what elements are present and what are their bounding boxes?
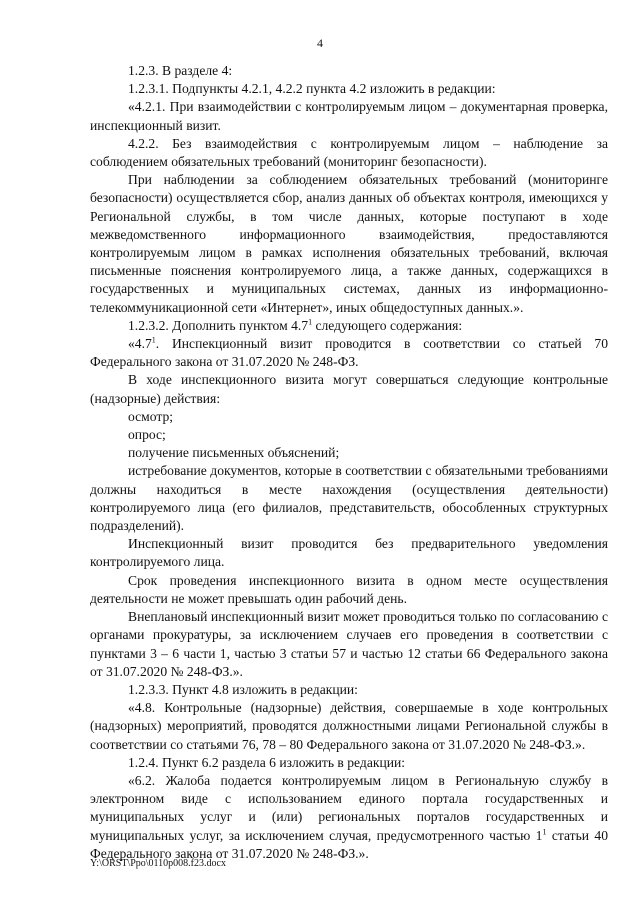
paragraph-text: «6.2. Жалоба подается контролируемым лицом в Региональную службу в электронном виде с использованием единого портала государственных и муниципальных услуг и (или) региональных порталов государственных и муниципальных услуг, за исключением случая, предусмотренного частью 1 <box>90 772 608 843</box>
paragraph: Срок проведения инспекционного визита в одном месте осуществления деятельности не может превышать один рабочий день. <box>90 572 608 606</box>
paragraph-text: следующего содержания: <box>312 317 463 333</box>
document-body <box>90 62 608 863</box>
paragraph: 1.2.4. Пункт 6.2 раздела 6 изложить в редакции: <box>128 754 406 770</box>
paragraph-text: «4.7 <box>128 336 152 352</box>
paragraph-text: 1.2.3.2. Дополнить пунктом 4.7 <box>128 317 309 333</box>
paragraph: 1.2.3.3. Пункт 4.8 изложить в редакции: <box>128 681 358 697</box>
paragraph-text: статьи 40 Федерального закона от 31.07.2020 № 248-ФЗ.». <box>90 827 608 861</box>
list-item: осмотр; <box>128 408 174 424</box>
paragraph: «4.8. Контрольные (надзорные) действия, совершаемые в ходе контрольных (надзорных) мероприятий, проводятся должностными лицами Региональной службы в соответствии со статьями 76, 78 – 80 Федерального закона от 31.07.2020 № 248-ФЗ.». <box>90 700 608 752</box>
paragraph: 1.2.3.1. Подпункты 4.2.1, 4.2.2 пункта 4.2 изложить в редакции: <box>128 81 496 97</box>
list-item: истребование документов, которые в соответствии с обязательными требованиями должны находиться в месте нахождения (осуществления деятельности) контролируемого лица (его филиалов, представительств, обособленных структурных подразделений). <box>90 463 608 534</box>
file-path-footer: Y:\ORST\Ppo\0110p008.f23.docx <box>90 858 226 869</box>
paragraph: При наблюдении за соблюдением обязательных требований (мониторинге безопасности) осуществляется сбор, анализ данных об объектах контроля, имеющихся у Региональной службы, в том числе данных, которые поступают в ходе межведомственного информационного взаимодействия, предоставляются контролируемым лицом в рамках исполнения обязательных требований, включая письменные пояснения контролируемого лица, а также данных, содержащихся в государственных и муниципальных системах, данных из информационно-телекоммуникационной сети «Интернет», иных общедоступных данных.». <box>90 172 608 315</box>
superscript: 1 <box>308 317 313 327</box>
paragraph: «4.2.1. При взаимодействии с контролируемым лицом – документарная проверка, инспекционный визит. <box>90 99 608 133</box>
page-number: 4 <box>317 36 323 50</box>
paragraph: 4.2.2. Без взаимодействия с контролируемым лицом – наблюдение за соблюдением обязательных требований (мониторинг безопасности). <box>90 135 608 170</box>
superscript: 1 <box>542 827 547 836</box>
paragraph-text: . Инспекционный визит проводится в соответствии со статьей 70 Федерального закона от 31.07.2020 № 248-ФЗ. <box>90 336 608 370</box>
superscript: 1 <box>151 335 156 345</box>
paragraph: Инспекционный визит проводится без предварительного уведомления контролируемого лица. <box>90 536 608 570</box>
paragraph: 1.2.3. В разделе 4: <box>128 63 233 78</box>
paragraph <box>90 772 608 863</box>
list-item: опрос; <box>128 427 166 443</box>
list-item: получение письменных объяснений; <box>128 445 340 461</box>
paragraph: В ходе инспекционного визита могут совершаться следующие контрольные (надзорные) действия: <box>90 372 608 406</box>
paragraph: Внеплановый инспекционный визит может проводиться только по согласованию с органами прокуратуры, за исключением случаев его проведения в соответствии с пунктами 3 – 6 части 1, частью 3 статьи 57 и частью 12 статьи 66 Федерального закона от 31.07.2020 № 248-ФЗ.». <box>90 609 608 679</box>
paragraph <box>90 335 608 371</box>
paragraph <box>90 317 608 335</box>
